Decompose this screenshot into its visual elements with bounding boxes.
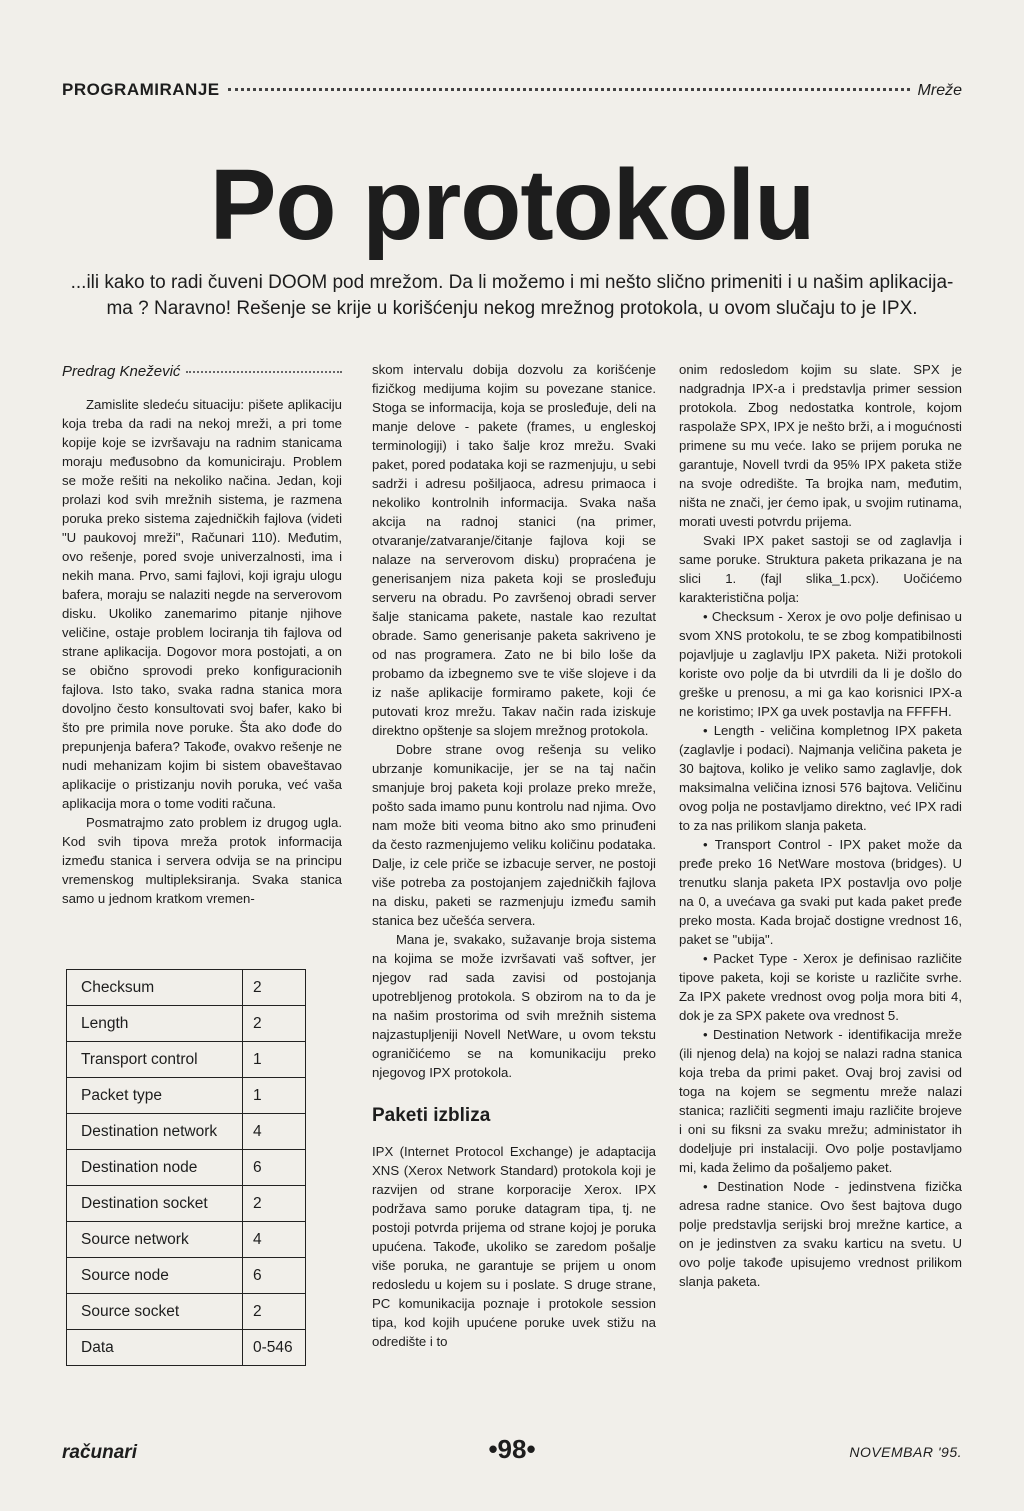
field-size-cell: 4 [243,1222,306,1258]
column-1 [62,362,342,908]
table-row [67,1114,306,1150]
field-description: • Destination Node - jedinstvena fizička adresa radne stanice. Ovo šest bajtova dugo polje predstavlja serijski broj mrežne kartice, a on je jedinstven za svaku karticu na svetu. U ovo polje takođe upisujemo vrednost prilikom slanja paketa. [679,1179,962,1289]
field-size-cell: 4 [243,1114,306,1150]
author-line [62,362,342,381]
article-title: Po protokolu [209,149,815,261]
field-name-cell: Data [67,1330,243,1366]
paragraph: Mana je, svakako, sužavanje broja sistema na kojima se može izvršavati vaš softver, jer njegov rad sada zavisi od postojanja upotrebljenog protokola. S obzirom na to da je na našim prostorima od svih mrežnih sistema najzastupljeniji Novell NetWare, u ovom tekstu ograničićemo se na komunikaciju preko njegovog IPX protokola. [372,932,656,1080]
field-size-cell: 1 [243,1078,306,1114]
table-row [67,1330,306,1366]
field-name-cell: Source network [67,1222,243,1258]
field-name-cell: Source socket [67,1294,243,1330]
field-size-cell: 2 [243,1294,306,1330]
paragraph: onim redosledom kojim su slate. SPX je nadgradnja IPX-a i predstavlja primer session protokola. Zbog nedostatka kontrole, kojom raspolaže SPX, IPX je nešto brži, a i mogućnosti primene su mu veće. Iako se prijem poruka ne garantuje, Novell tvrdi da 95% IPX paketa stiže na svoje odredište. Ta brojka nam, međutim, ništa ne znači, jer ćemo ipak, u svojim rutinama, morati uvesti potvrdu prijema. [679,362,962,529]
field-description: • Length - veličina kompletnog IPX paketa (zaglavlje i podaci). Najmanja veličina paketa je 30 bajtova, koliko je veliko samo zaglavlje, dok maksimalna veličina iznosi 576 bajtova. Veličinu ovog polja ne postavljamo direktno, već IPX radi to za nas prilikom slanja paketa. [679,723,962,833]
table-row [67,1078,306,1114]
paragraph: IPX (Internet Protocol Exchange) je adaptacija XNS (Xerox Network Standard) protokola koji je razvijen od strane korporacije Xerox. IPX podržava samo poruke datagram tipa, tj. ne postoji potvrda prijema od strane kojoj je poruka upućena. Takođe, ukoliko se zaredom pošalje više poruka, ne garantuje se prijem u onom redosledu u kojem su i poslate. S druge strane, PC komunikacija poznaje i protokole session tipa, kod kojih upućene poruke uvek stižu na odredište i to [372,1144,656,1349]
ipx-header-table [66,969,306,1366]
author-name: Predrag Knežević [62,363,181,380]
paragraph: skom intervalu dobija dozvolu za korišćenje fizičkog medijuma kojim su povezane stanice. Stoga se informacija, koja se prosleđuje, deli na manje delove - pakete (frames, u engleskoj terminologiji) i tako šalje kroz mrežu. Svaki paket, pored podataka koji se razmenjuju, u sebi sadrži i adresu pošiljaoca, adresu primaoca i nekoliko kontrolnih informacija. Svaka naša akcija na radnoj stanici (na primer, otvaranje/zatvaranje/čitanje fajlova koji se nalaze na serverovom disku) propraćena je generisanjem niza paketa koji se prosleđuju serveru na obradu. Po završenoj obradi server šalje stanicama pakete, nastale kao rezultat obrade. Samo generisanje paketa sakriveno je od nas programera. Zato ne bi bilo loše da probamo da izbegnemo sve te više slojeve i da iz naše aplikacije formiramo pakete, koji će putovati kroz mrežu. Takav način rada iziskuje direktno opštenje sa slojem mrežnog protokola. [372,362,656,738]
table-row [67,1294,306,1330]
magazine-name: računari [62,1442,137,1463]
table-row [67,1222,306,1258]
table-row [67,1042,306,1078]
paragraph: Svaki IPX paket sastoji se od zaglavlja i same poruke. Struktura paketa prikazana je na slici 1. (fajl slika_1.pcx). Uočićemo karakteristična polja: [679,533,962,605]
field-size-cell: 1 [243,1042,306,1078]
field-name-cell: Destination node [67,1150,243,1186]
field-size-cell: 0-546 [243,1330,306,1366]
article-lead: ...ili kako to radi čuveni DOOM pod mrežom. Da li možemo i mi nešto slično primeniti i u našim aplikacija-ma ? Naravno! Rešenje se krije u korišćenju nekog mrežnog protokola, u ovom slučaju to je IPX. [70,272,954,319]
field-description: • Destination Network - identifikacija mreže (ili njenog dela) na kojoj se nalazi radna stanica koja treba da primi paket. Ovaj broj zavisi od toga na kojem se segmentu mreže nalazi stanica; različiti segmenti imaju različite brojeve i oni su fiksni za svaku mrežu; administator ih dodeljuje pri instalaciji. Ovo polje postavljamo mi, kada želimo da pošaljemo paket. [679,1027,962,1175]
paragraph: Dobre strane ovog rešenja su veliko ubrzanje komunikacije, jer se na taj način smanjuje broj paketa koji prolaze preko mreže, pošto sada imamo punu kontrolu nad njima. Ovo nam može biti veoma bitno ako smo prinuđeni da često razmenjujemo veliku količinu podataka. Dalje, iz cele priče se izbacuje server, ne postoji više potreba za postojanjem zajedničkih fajlova na disku, paketi se razmenjuju između samih stanica bez učešća servera. [372,742,656,928]
table-row [67,1186,306,1222]
table-row [67,970,306,1006]
paragraph: Zamislite sledeću situaciju: pišete aplikaciju koja treba da radi na nekoj mreži, a pri tome kopije koje se izvršavaju na radnim stanicama moraju međusobno da komuniciraju. Problem se može rešiti na nekoliko načina. Jedan, koji prolazi kod svih mrežnih sistema, je razmena poruka preko sistema zajedničkih fajlova (videti "U paukovoj mreži", Računari 110). Međutim, ovo rešenje, pored svoje univerzalnosti, ima i nekih mana. Prvo, sami fajlovi, koji igraju ulogu bafera, moraju se nalaziti negde na serverovom disku. Ukoliko zanemarimo pitanje njihove veličine, ostaje problem lociranja tih fajlova od strane aplikacija. Dogovor mora postojati, a on se obično sprovodi preko konfiguracionih fajlova. Isto tako, svaka radna stanica mora dovoljno često konsultovati svoj bafer, kako bi što pre primila nove poruke. Šta ako dođe do prepunjenja bafera? Takođe, ovakvo rešenje ne nudi mehanizam kojim bi sistem obaveštavao aplikacije o pristizanju novih poruka, već vaša aplikacija mora o tome voditi računa. [62,397,342,811]
category-name: Mreže [917,82,962,99]
issue-date: NOVEMBAR '95. [849,1444,962,1460]
field-description: • Checksum - Xerox je ovo polje definisao u svom XNS protokolu, te se zbog kompatibilnosti pojavljuje u zaglavlju IPX paketa. Niži protokoli koriste ovo polje da bi utvrdili da li je došlo do greške u prenosu, a mi ga kao korisnici IPX-a ne koristimo; IPX ga uvek postavlja na FFFFH. [679,609,962,719]
section-name: PROGRAMIRANJE [62,80,220,99]
field-size-cell: 6 [243,1258,306,1294]
author-dot-leader [186,371,342,373]
table-row [67,1150,306,1186]
field-name-cell: Destination socket [67,1186,243,1222]
field-name-cell: Checksum [67,970,243,1006]
field-size-cell: 2 [243,1186,306,1222]
field-size-cell: 6 [243,1150,306,1186]
paragraph: Posmatrajmo zato problem iz drugog ugla. Kod svih tipova mreža protok informacija između stanica i servera odvija se na principu vremenskog multipleksiranja. Svaka stanica samo u jednom kratkom vremen- [62,815,342,906]
field-name-cell: Packet type [67,1078,243,1114]
field-description: • Packet Type - Xerox je definisao različite tipove paketa, koji se koriste u različite svrhe. Za IPX pakete vrednost ovog polja mora biti 4, dok je za SPX pakete ova vrednost 5. [679,951,962,1023]
page-header [62,80,962,104]
field-name-cell: Length [67,1006,243,1042]
field-name-cell: Source node [67,1258,243,1294]
subheading: Paketi izbliza [372,1105,491,1126]
field-description: • Transport Control - IPX paket može da pređe preko 16 NetWare mostova (bridges). U trenutku slanja paketa IPX postavlja ovo polje na 0, a uvećava ga svaki put kada paket pređe preko mosta. Kada brojač dostigne vrednost 16, paket se "ubija". [679,837,962,947]
column-2 [372,360,656,1351]
table-row [67,1006,306,1042]
field-name-cell: Transport control [67,1042,243,1078]
column-3 [679,360,962,1291]
table-row [67,1258,306,1294]
header-dot-leader [228,88,910,91]
field-size-cell: 2 [243,1006,306,1042]
field-size-cell: 2 [243,970,306,1006]
page-number: •98• [488,1434,536,1464]
field-name-cell: Destination network [67,1114,243,1150]
